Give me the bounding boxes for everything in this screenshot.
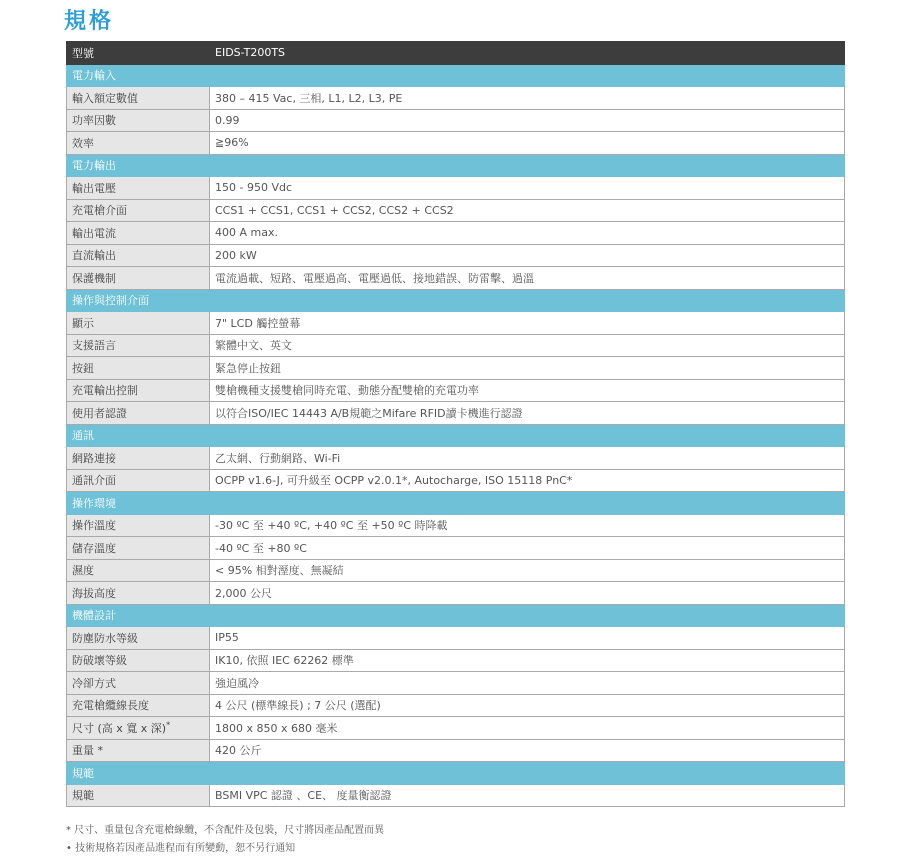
section-title: 規範: [67, 762, 210, 785]
spec-value: 電流過載、短路、電壓過高、電壓過低、接地錯誤、防雷擊、過溫: [210, 267, 845, 290]
spec-value: ≧96%: [210, 132, 845, 155]
spec-value: 0.99: [210, 109, 845, 132]
table-row: [67, 402, 845, 425]
spec-value: IP55: [210, 627, 845, 650]
spec-value: 7" LCD 觸控螢幕: [210, 312, 845, 335]
spec-value: -30 ºC 至 +40 ºC, +40 ºC 至 +50 ºC 時降載: [210, 514, 845, 537]
spec-label-cell: [67, 672, 210, 695]
section-header-row: [67, 492, 845, 515]
section-title-spacer: [210, 64, 845, 87]
spec-label: 網路連接: [72, 451, 116, 465]
table-row: [67, 627, 845, 650]
section-header-row: [67, 154, 845, 177]
table-row: [67, 334, 845, 357]
spec-label: 輸入額定數值: [72, 91, 138, 105]
spec-label-cell: [67, 582, 210, 605]
spec-label-cell: [67, 469, 210, 492]
table-row: [67, 87, 845, 110]
table-row: [67, 717, 845, 740]
spec-value: IK10, 依照 IEC 62262 標準: [210, 649, 845, 672]
table-row: [67, 559, 845, 582]
section-title-spacer: [210, 762, 845, 785]
table-row: [67, 784, 845, 807]
table-row: [67, 582, 845, 605]
spec-label-cell: [67, 447, 210, 470]
footnotes: [66, 822, 384, 857]
spec-label-cell: [67, 357, 210, 380]
spec-label: 通訊介面: [72, 474, 116, 488]
spec-label: 效率: [72, 136, 94, 150]
section-title: 操作與控制介面: [67, 289, 210, 312]
spec-value: CCS1 + CCS1, CCS1 + CCS2, CCS2 + CCS2: [210, 199, 845, 222]
spec-label-cell: [67, 312, 210, 335]
spec-label: 操作溫度: [72, 519, 116, 533]
section-title: 通訊: [67, 424, 210, 447]
spec-value: BSMI VPC 認證 、CE、 度量衡認證: [210, 784, 845, 807]
section-title-spacer: [210, 424, 845, 447]
footnote-marker: *: [166, 720, 171, 730]
spec-label-cell: [67, 177, 210, 200]
spec-label: 使用者認證: [72, 406, 127, 420]
section-title: 機體設計: [67, 604, 210, 627]
section-header-row: [67, 289, 845, 312]
table-row: [67, 199, 845, 222]
spec-value: < 95% 相對溼度、無凝結: [210, 559, 845, 582]
table-row: [67, 132, 845, 155]
table-row: [67, 694, 845, 717]
footnote-specs-change: • 技術規格若因產品進程而有所變動，恕不另行通知: [66, 843, 296, 854]
spec-label-cell: [67, 132, 210, 155]
spec-label: 防塵防水等級: [72, 631, 138, 645]
spec-value: 400 A max.: [210, 222, 845, 245]
spec-label-cell: [67, 514, 210, 537]
spec-label-cell: [67, 559, 210, 582]
spec-value: 420 公斤: [210, 739, 845, 762]
footnote-dimensions: * 尺寸、重量包含充電槍線纜，不含配件及包裝，尺寸將因產品配置而異: [66, 825, 385, 836]
spec-label: 直流輸出: [72, 249, 116, 263]
section-title-spacer: [210, 289, 845, 312]
spec-value: -40 ºC 至 +80 ºC: [210, 537, 845, 560]
spec-value: 1800 x 850 x 680 毫米: [210, 717, 845, 740]
spec-label: 防破壞等級: [72, 654, 127, 668]
model-label: 型號: [67, 42, 210, 65]
spec-label: 保護機制: [72, 271, 116, 285]
table-row: [67, 244, 845, 267]
spec-label: 充電槍介面: [72, 204, 127, 218]
table-row: [67, 469, 845, 492]
spec-value: 繁體中文、英文: [210, 334, 845, 357]
table-row: [67, 537, 845, 560]
spec-value: 強迫風冷: [210, 672, 845, 695]
spec-label: 輸出電流: [72, 226, 116, 240]
table-row: [67, 177, 845, 200]
spec-label-cell: [67, 222, 210, 245]
spec-label-cell: [67, 694, 210, 717]
section-title: 操作環境: [67, 492, 210, 515]
spec-label: 冷卻方式: [72, 676, 116, 690]
spec-label: 功率因數: [72, 114, 116, 128]
spec-value: 380 – 415 Vac, 三相, L1, L2, L3, PE: [210, 87, 845, 110]
spec-label-cell: [67, 627, 210, 650]
spec-value: 2,000 公尺: [210, 582, 845, 605]
table-row: [67, 672, 845, 695]
spec-value: 200 kW: [210, 244, 845, 267]
table-row: [67, 649, 845, 672]
spec-label-cell: [67, 334, 210, 357]
table-row: [67, 447, 845, 470]
spec-label-cell: [67, 717, 210, 740]
spec-value: 乙太網、行動網路、Wi-Fi: [210, 447, 845, 470]
spec-label: 儲存溫度: [72, 541, 116, 555]
spec-label: 濕度: [72, 564, 94, 578]
section-header-row: [67, 424, 845, 447]
spec-label: 海拔高度: [72, 586, 116, 600]
table-row: [67, 379, 845, 402]
spec-label: 支援語言: [72, 339, 116, 353]
spec-label: 尺寸 (高 x 寬 x 深): [72, 721, 167, 735]
table-row: [67, 514, 845, 537]
spec-label: 充電槍纜線長度: [72, 699, 149, 713]
table-row: [67, 739, 845, 762]
spec-value: 雙槍機種支援雙槍同時充電、動態分配雙槍的充電功率: [210, 379, 845, 402]
section-title: 電力輸入: [67, 64, 210, 87]
spec-value: 緊急停止按鈕: [210, 357, 845, 380]
section-header-row: [67, 64, 845, 87]
table-row: [67, 109, 845, 132]
spec-label-cell: [67, 402, 210, 425]
spec-label-cell: [67, 649, 210, 672]
table-row: [67, 222, 845, 245]
spec-label: 顯示: [72, 316, 94, 330]
spec-label: 充電輸出控制: [72, 384, 138, 398]
section-header-row: [67, 762, 845, 785]
spec-label-cell: [67, 87, 210, 110]
spec-value: 150 - 950 Vdc: [210, 177, 845, 200]
table-row: [67, 357, 845, 380]
spec-label-cell: [67, 379, 210, 402]
spec-label-cell: [67, 199, 210, 222]
section-title: 電力輸出: [67, 154, 210, 177]
spec-label-cell: [67, 244, 210, 267]
spec-value: OCPP v1.6-J, 可升級至 OCPP v2.0.1*, Autocharge, ISO 15118 PnC*: [210, 469, 845, 492]
table-row: [67, 312, 845, 335]
spec-label-cell: [67, 537, 210, 560]
spec-label-cell: [67, 739, 210, 762]
section-title-spacer: [210, 492, 845, 515]
spec-label: 輸出電壓: [72, 181, 116, 195]
section-title-spacer: [210, 604, 845, 627]
spec-table: [66, 41, 845, 807]
spec-label-cell: [67, 267, 210, 290]
section-header-row: [67, 604, 845, 627]
table-header-row: [67, 42, 845, 65]
spec-value: 以符合ISO/IEC 14443 A/B規範之Mifare RFID讀卡機進行認證: [210, 402, 845, 425]
table-row: [67, 267, 845, 290]
spec-label-cell: [67, 784, 210, 807]
spec-value: 4 公尺 (標準線長) ; 7 公尺 (選配): [210, 694, 845, 717]
page-title: 規格: [64, 9, 115, 34]
spec-label-cell: [67, 109, 210, 132]
spec-label: 按鈕: [72, 361, 94, 375]
section-title-spacer: [210, 154, 845, 177]
spec-label: 規範: [72, 789, 94, 803]
model-value: EIDS-T200TS: [210, 42, 845, 65]
spec-label: 重量 *: [72, 744, 103, 758]
